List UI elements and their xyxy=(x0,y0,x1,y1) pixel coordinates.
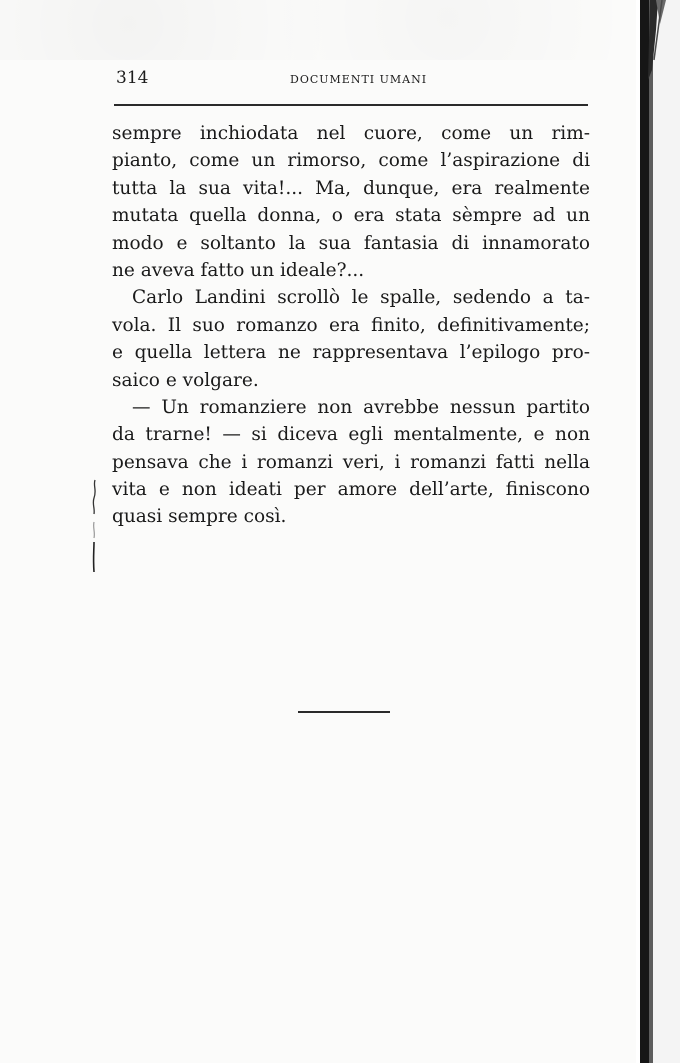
page-number: 314 xyxy=(116,68,149,88)
text-line: mutata quella donna, o era stata sèmpre ad un xyxy=(112,205,590,227)
text-line: pensava che i romanzi veri, i romanzi fatti nella xyxy=(112,451,590,473)
running-title: DOCUMENTI UMANI xyxy=(290,73,428,86)
header-rule xyxy=(114,104,588,106)
text-line: — Un romanziere non avrebbe nessun partito xyxy=(132,396,590,418)
text-line: ne aveva fatto un ideale?... xyxy=(112,259,365,281)
book-spine-shadow xyxy=(636,0,680,1063)
text-line: quasi sempre così. xyxy=(112,506,287,528)
running-head xyxy=(110,68,588,92)
text-line: Carlo Landini scrollò le spalle, sedendo a ta- xyxy=(132,287,590,309)
text-line: modo e soltanto la sua fantasia di innamorato xyxy=(112,232,590,254)
text-line: e quella lettera ne rappresentava l’epilogo pro- xyxy=(112,342,590,364)
paper-texture xyxy=(0,0,640,60)
text-line: saico e volgare. xyxy=(112,369,259,391)
text-line: tutta la sua vita!... Ma, dunque, era realmente xyxy=(112,177,590,199)
text-line: pianto, come un rimorso, come l’aspirazione di xyxy=(112,150,590,172)
body-text xyxy=(112,120,590,531)
text-line: vola. Il suo romanzo era finito, definitivamente; xyxy=(112,314,590,336)
end-rule xyxy=(298,711,390,713)
margin-pencil-mark xyxy=(86,478,100,574)
text-line: da trarne! — si diceva egli mentalmente, e non xyxy=(112,424,590,446)
text-line: sempre inchiodata nel cuore, come un rim- xyxy=(112,123,590,144)
text-line: vita e non ideati per amore dell’arte, finiscono xyxy=(112,479,590,501)
